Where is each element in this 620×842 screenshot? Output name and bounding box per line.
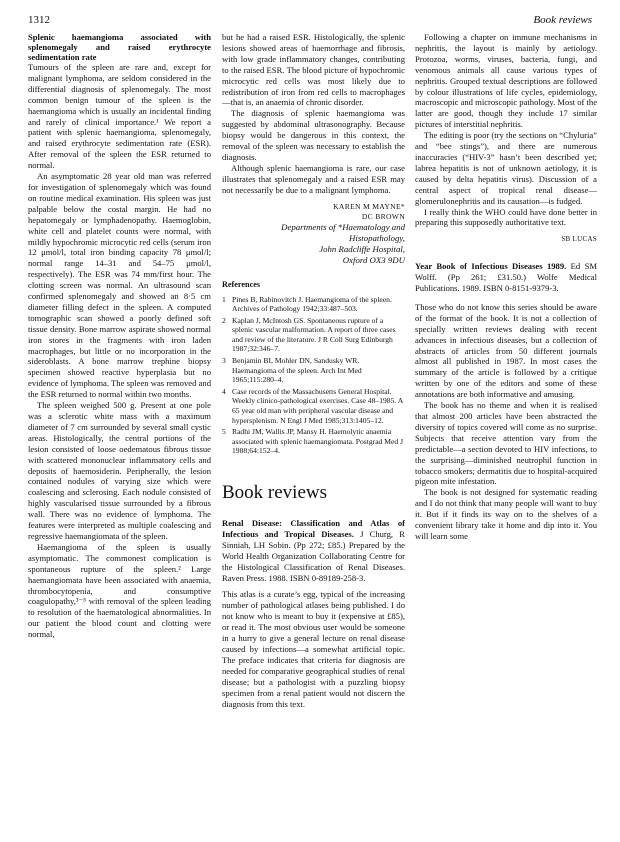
review-title: Year Book of Infectious Diseases 1989. bbox=[415, 261, 567, 272]
column-1 bbox=[28, 32, 211, 640]
review-paragraph: This atlas is a curate’s egg, typical of the increasing number of pathological atlases being published. I do not know who is meant to buy it (expensive at £85), or read it. The most obvious user would be someone in a hurry to give a general lecture on renal disease caused by infections—a somewhat artificial topic. The preface indicates that criteria for diagnosis are needed for comparative geographical studies of renal disease; but a pathologist with a puzzling biopsy specimen from a renal patient would not discern the diagnosis from this text. bbox=[222, 589, 405, 709]
review-paragraph: The editing is poor (try the sections on “Chyluria” and “bee stings”), and there are numerous inaccuracies (“HIV-3” hasn’t been described yet; labrea hepatitis is not of unknown aetiology, it is caused by delta hepatitis virus). Discussion of a central aspect of tropical renal disease—glomerulonephritis and its causation—is fudged. bbox=[415, 130, 597, 206]
review-paragraph: The book is not designed for systematic reading and I do not think that many people will want to buy it. But if it finds its way on to the shelves of a convenient library take it home and dip into it. You will learn some bbox=[415, 487, 597, 541]
article-paragraph: An asymptomatic 28 year old man was referred for investigation of splenomegaly which was found on routine medical examination. His spleen was just palpable below the costal margin. He had no hepatomegaly or lymphadenopathy. Haemoglobin, white cell and platelet counts were normal, with mildly hypochromic microcytic red cells (serum iron 12 μmol/l, total iron binding capacity 78 μmol/l; normal range 14–31 and 54–75 μmol/l, respectively). The ESR was 74 mm/first hour. The clotting screen was normal. An ultrasound scan confirmed splenomegaly and showed an 8·5 cm diameter filling defect in the spleen. A computed tomographic scan showed a poorly defined soft tissue density. Bone marrow aspirate showed normal iron stores in the fragments with iron laden macrophages, but little or no incorporation in the sideroblasts. A bone marrow trephine biopsy specimen showed reactive hyperplasia but no evidence of lymphoma. The spleen was removed and the ESR returned to normal within two months. bbox=[28, 171, 211, 400]
article-paragraph: The spleen weighed 500 g. Present at one pole was a sclerotic white mass with a maximum diameter of 7 cm surrounded by several small cystic areas. Histologically, the central portions of the lesion consisted of loose oedematous fibrous tissue with scattered mononuclear inflammatory cells and deposits of haemosiderin. Peripherally, the lesion contained nodules of varying size which were coalescing and sclerosing. Each nodule consisted of highly vascularised tissue surrounded by a fibrous wall. There was no evidence of lymphoma. The features were interpreted as multiple coalescing and regressive haemangiomata of the spleen. bbox=[28, 400, 211, 541]
article-paragraph: Tumours of the spleen are rare and, except for malignant lymphoma, are seldom considered in the differential diagnosis of splenomegaly. The most common benign tumour of the spleen is the haemangioma which is usually an incidental finding and rarely of clinical importance.¹ We report a patient with splenic haemangioma, splenomegaly, and raised erythrocyte sedimentation rate (ESR). After removal of the spleen the ESR returned to normal. bbox=[28, 62, 211, 171]
reference-item: 1 Pines B, Rabinovitch J. Haemangioma of the spleen. Archives of Pathology 1942;33:487–503. bbox=[222, 294, 392, 314]
running-head: Book reviews bbox=[533, 14, 592, 26]
article-paragraph: but he had a raised ESR. Histologically, the splenic lesions showed areas of haemorrhage and fibrosis, with low grade inflammatory changes, contributing to the raised ESR. The blood picture of hypochromic microcytic red cells was most likely due to redistribution of iron from red cells to macrophages—that is, an anaemia of chronic disorder. bbox=[222, 32, 405, 108]
references-list bbox=[222, 295, 405, 457]
author-name: DC BROWN bbox=[361, 211, 405, 221]
review-paragraph: The book has no theme and when it is realised that almost 200 articles have been abstracted the diversity of topics covered will come as no surprise. Subjects that receive attention vary from the predictable—a section devoted to HIV infections, to the surprising—diminished neutrophil function in tobacco smokers; dermatitis due to hospital-acquired pigeon mite infestation. bbox=[415, 400, 597, 487]
references-heading: References bbox=[222, 279, 261, 289]
review-heading bbox=[222, 518, 405, 583]
review-details: Ed SM Wolff. (Pp 261; £31.50.) Wolfe Medical Publications. 1989. ISBN 0-8151-9379-3. bbox=[415, 261, 598, 294]
column-3 bbox=[415, 32, 597, 542]
article-title: Splenic haemangioma associated with splenomegaly and raised erythrocyte sedimentation rate bbox=[28, 32, 211, 62]
review-details: J Churg, R Sinniah, LH Sobin. (Pp 272; £85.) Prepared by the World Health Organization Collaborating Centre for the Histological Classification of Renal Diseases. Raven Press. 1988. ISBN 0-89189-258-3. bbox=[222, 528, 405, 583]
review-heading bbox=[415, 261, 597, 294]
author-name: KAREN M MAYNE* bbox=[333, 201, 405, 211]
article-paragraph: Although splenic haemangioma is rare, our case illustrates that splenomegaly and a raised ESR may not necessarily be due to a malignant lymphoma. bbox=[222, 162, 405, 195]
reference-item: 5 Radhi JM, Wallis JP, Mansy H. Haemolytic anaemia associated with splenic haemangiomata. Postgrad Med J 1988;64:152–4. bbox=[222, 427, 404, 456]
reference-item: 3 Benjamin BI, Mohler DN, Sandusky WR. Haemangioma of the spleen. Arch Int Med 1965;115:280–4. bbox=[222, 356, 362, 385]
article-paragraph: Haemangioma of the spleen is usually asymptomatic. The commonest complication is spontaneous rupture of the spleen.² Large haemangiomata have been associated with anaemia, thrombocytopenia, and consumptive coagulopathy,³⁻⁵ with removal of the spleen leading to resolution of the haematological abnormalities. In our patient the blood count and clotting were normal, bbox=[28, 541, 211, 640]
section-title: Book reviews bbox=[222, 482, 328, 503]
affiliation-line: Histopathology, bbox=[349, 232, 405, 243]
affiliation-line: Oxford OX3 9DU bbox=[342, 254, 405, 265]
review-paragraph: I really think the WHO could have done better in preparing this supposedly authoritative text. bbox=[415, 206, 597, 228]
page-number: 1312 bbox=[28, 14, 50, 26]
reference-item: 2 Kaplan J, McIntosh GS. Spontaneous rupture of a splenic vascular malformation. A report of three cases and review of the literature. J R Coll Surg Edinburgh 1987;32:346–7. bbox=[222, 315, 396, 354]
review-paragraph: Following a chapter on immune mechanisms in nephritis, the layout is mainly by aetiology. Protozoa, worms, viruses, bacteria, fungi, and venomous animals all cause various types of nephritis. Grouped textual descriptions are followed by colour illustrations of life cycles, epidemiology, macroscopic and microscopic pathology. Most of the latter are good, though they include 17 similar pictures of interstitial nephritis. bbox=[415, 32, 598, 130]
reviewer-initials: SB LUCAS bbox=[561, 235, 597, 244]
review-title: Renal Disease: Classification and Atlas of Infectious and Tropical Diseases. bbox=[222, 518, 405, 539]
column-2 bbox=[222, 32, 405, 709]
review-paragraph: Those who do not know this series should be aware of the format of the book. It is not a collection of specially written reviews dealing with recent advances in infectious diseases, but a collection of abstracts of articles from 50 different journals almost all published in 1987. In most cases the summary of the article is followed by a critique written by one of the editors and some of these annotations are both informative and amusing. bbox=[415, 301, 597, 400]
author-signature bbox=[222, 202, 405, 266]
affiliation-line: John Radcliffe Hospital, bbox=[319, 243, 405, 254]
affiliation-line: Departments of *Haematology and bbox=[281, 221, 405, 232]
article-paragraph: The diagnosis of splenic haemangioma was suggested by abdominal ultrasonography. Because biopsy would be dangerous in this context, the removal of the spleen was necessary to establish the diagnosis. bbox=[222, 108, 405, 162]
reference-item: 4 Case records of the Massachusetts General Hospital. Weekly clinico-pathological exercises. Case 48–1985. A 65 year old man with peripheral vascular disease and hypersplenism. N Engl J Med 1985;313:1405–12. bbox=[222, 386, 403, 425]
